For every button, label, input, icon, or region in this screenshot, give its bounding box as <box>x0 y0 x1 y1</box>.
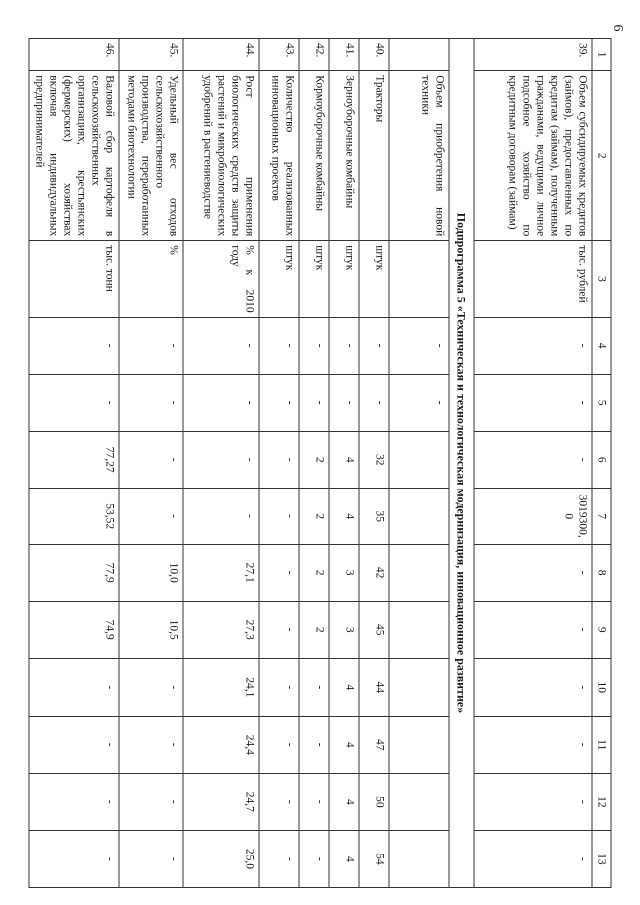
indicator-value: 53,52 <box>29 488 119 544</box>
column-number: 10 <box>592 658 611 716</box>
table-row <box>329 39 359 888</box>
indicator-value: 27,3 <box>183 601 259 658</box>
indicator-value <box>389 488 449 544</box>
indicator-value <box>389 658 449 716</box>
column-number: 13 <box>592 830 611 887</box>
indicator-value: 4 <box>329 658 359 716</box>
indicator-value: 74,9 <box>29 601 119 658</box>
table-row <box>389 39 449 888</box>
indicator-value: - <box>183 317 259 374</box>
section-title: Подпрограмма 5 «Техническая и технологическая модернизация, инновационное развитие» <box>449 39 474 888</box>
table-row <box>259 39 299 888</box>
indicator-value: 45 <box>359 601 389 658</box>
indicator-value: - <box>474 374 592 431</box>
row-number: 39. <box>474 39 592 71</box>
indicators-table <box>29 38 612 888</box>
indicator-value: - <box>474 317 592 374</box>
indicator-value: 4 <box>329 716 359 773</box>
indicator-value: - <box>119 431 183 488</box>
indicator-value: 24,7 <box>183 773 259 830</box>
indicator-value <box>389 716 449 773</box>
indicator-name: Удельный вес отходов сельскохозяйственного производства, переработанных методами биотехнологии <box>119 71 183 241</box>
indicator-value <box>389 830 449 887</box>
column-number: 12 <box>592 773 611 830</box>
column-number-row <box>592 39 611 888</box>
indicator-value: 35 <box>359 488 389 544</box>
indicator-value: - <box>119 716 183 773</box>
column-number: 6 <box>592 431 611 488</box>
indicator-value: - <box>29 658 119 716</box>
indicator-value: 10,0 <box>119 544 183 601</box>
indicator-value: - <box>259 431 299 488</box>
table-row <box>119 39 183 888</box>
table-body <box>29 39 611 888</box>
column-number: 8 <box>592 544 611 601</box>
unit-of-measure: штук <box>359 241 389 317</box>
indicator-value: - <box>259 601 299 658</box>
indicator-value: - <box>29 716 119 773</box>
indicator-name: Кормоуборочные комбайны <box>299 71 329 241</box>
indicator-name: Валовой сбор картофеля в сельскохозяйственных организациях, крестьянских (фермерских) хозяйствах включая индивидуальных предпринимателей <box>29 71 119 241</box>
indicator-value: - <box>474 716 592 773</box>
indicator-value: - <box>474 544 592 601</box>
indicator-value: - <box>119 773 183 830</box>
table-row <box>474 39 592 888</box>
indicator-value: - <box>29 830 119 887</box>
indicator-value: 24,1 <box>183 658 259 716</box>
column-number: 1 <box>592 39 611 71</box>
unit-of-measure: % <box>119 241 183 317</box>
indicator-value <box>389 544 449 601</box>
unit-of-measure: штук <box>329 241 359 317</box>
table-row <box>29 39 119 888</box>
indicator-name: Объем субсидируемых кредитов (займов), предоставленных по кредитам (займам), полученным гражданами, ведущими личное подсобное хозяйство по кредитным договорам (займам) <box>474 71 592 241</box>
indicator-name: Рост применения биологических средств защиты растений и микробиологических удобрений в растениеводстве <box>183 71 259 241</box>
table-container <box>33 38 608 888</box>
indicator-value: - <box>259 317 299 374</box>
indicator-value: 47 <box>359 716 389 773</box>
indicator-value: - <box>329 317 359 374</box>
indicator-value: - <box>474 658 592 716</box>
indicator-value: - <box>29 773 119 830</box>
unit-of-measure: штук <box>299 241 329 317</box>
indicator-value: - <box>119 317 183 374</box>
row-number: 40. <box>359 39 389 71</box>
indicator-value: 4 <box>329 431 359 488</box>
indicator-value: - <box>389 374 449 431</box>
indicator-value: - <box>119 658 183 716</box>
indicator-value: - <box>119 830 183 887</box>
indicator-value: 32 <box>359 431 389 488</box>
indicator-value: 10,5 <box>119 601 183 658</box>
indicator-value: 27,1 <box>183 544 259 601</box>
indicator-value: 77,9 <box>29 544 119 601</box>
column-number: 11 <box>592 716 611 773</box>
row-number: 45. <box>119 39 183 71</box>
indicator-value: 3 <box>329 601 359 658</box>
indicator-name: Зерноуборочные комбайны <box>329 71 359 241</box>
indicator-value: - <box>259 658 299 716</box>
indicator-value: 25,0 <box>183 830 259 887</box>
row-number: 42. <box>299 39 329 71</box>
indicator-value: - <box>299 658 329 716</box>
column-number: 5 <box>592 374 611 431</box>
indicator-value: - <box>299 374 329 431</box>
unit-of-measure: тыс. рублей <box>474 241 592 317</box>
indicator-value: - <box>259 374 299 431</box>
indicator-value: - <box>329 374 359 431</box>
indicator-value: - <box>474 601 592 658</box>
indicator-value: 3 <box>329 544 359 601</box>
row-number: 44. <box>183 39 259 71</box>
indicator-value: 44 <box>359 658 389 716</box>
row-number: 41. <box>329 39 359 71</box>
table-row <box>183 39 259 888</box>
unit-of-measure: тыс. тонн <box>29 241 119 317</box>
indicator-value: - <box>183 488 259 544</box>
indicator-value: - <box>183 374 259 431</box>
indicator-value: 2 <box>299 488 329 544</box>
indicator-value: - <box>259 773 299 830</box>
indicator-value: - <box>259 544 299 601</box>
indicator-value: 77,27 <box>29 431 119 488</box>
unit-of-measure <box>389 241 449 317</box>
indicator-value: - <box>299 830 329 887</box>
indicator-value: 2 <box>299 431 329 488</box>
indicator-value <box>389 601 449 658</box>
indicator-value: - <box>119 374 183 431</box>
section-row <box>449 39 474 888</box>
indicator-value: 42 <box>359 544 389 601</box>
unit-of-measure: % к 2010 году <box>183 241 259 317</box>
indicator-value: 24,4 <box>183 716 259 773</box>
indicator-name: Объем приобретения новой техники <box>389 71 449 241</box>
indicator-value: 3019300,0 <box>474 488 592 544</box>
indicator-value: - <box>299 317 329 374</box>
row-number: 43. <box>259 39 299 71</box>
indicator-value <box>389 773 449 830</box>
indicator-name: Количество реализованных инновационных проектов <box>259 71 299 241</box>
column-number: 3 <box>592 241 611 317</box>
indicator-value: 54 <box>359 830 389 887</box>
indicator-value: - <box>29 374 119 431</box>
column-number: 7 <box>592 488 611 544</box>
indicator-value: - <box>389 317 449 374</box>
table-row <box>359 39 389 888</box>
indicator-value: 2 <box>299 601 329 658</box>
indicator-value: 2 <box>299 544 329 601</box>
indicator-value: - <box>183 431 259 488</box>
indicator-value: - <box>259 830 299 887</box>
indicator-value: - <box>299 773 329 830</box>
page-number: 6 <box>610 24 625 32</box>
indicator-value: - <box>474 830 592 887</box>
indicator-value: - <box>299 716 329 773</box>
indicator-value: - <box>474 431 592 488</box>
unit-of-measure: штук <box>259 241 299 317</box>
indicator-value: - <box>359 374 389 431</box>
table-row <box>299 39 329 888</box>
indicator-value: - <box>29 317 119 374</box>
column-number: 4 <box>592 317 611 374</box>
indicator-value: - <box>259 488 299 544</box>
indicator-value: 4 <box>329 488 359 544</box>
indicator-value: - <box>359 317 389 374</box>
indicator-value: 50 <box>359 773 389 830</box>
indicator-value: 4 <box>329 830 359 887</box>
indicator-name: Тракторы <box>359 71 389 241</box>
row-number: 46. <box>29 39 119 71</box>
indicator-value: - <box>474 773 592 830</box>
indicator-value: - <box>259 716 299 773</box>
indicator-value: - <box>119 488 183 544</box>
column-number: 2 <box>592 71 611 241</box>
indicator-value: 4 <box>329 773 359 830</box>
indicator-value <box>389 431 449 488</box>
column-number: 9 <box>592 601 611 658</box>
row-number <box>389 39 449 71</box>
